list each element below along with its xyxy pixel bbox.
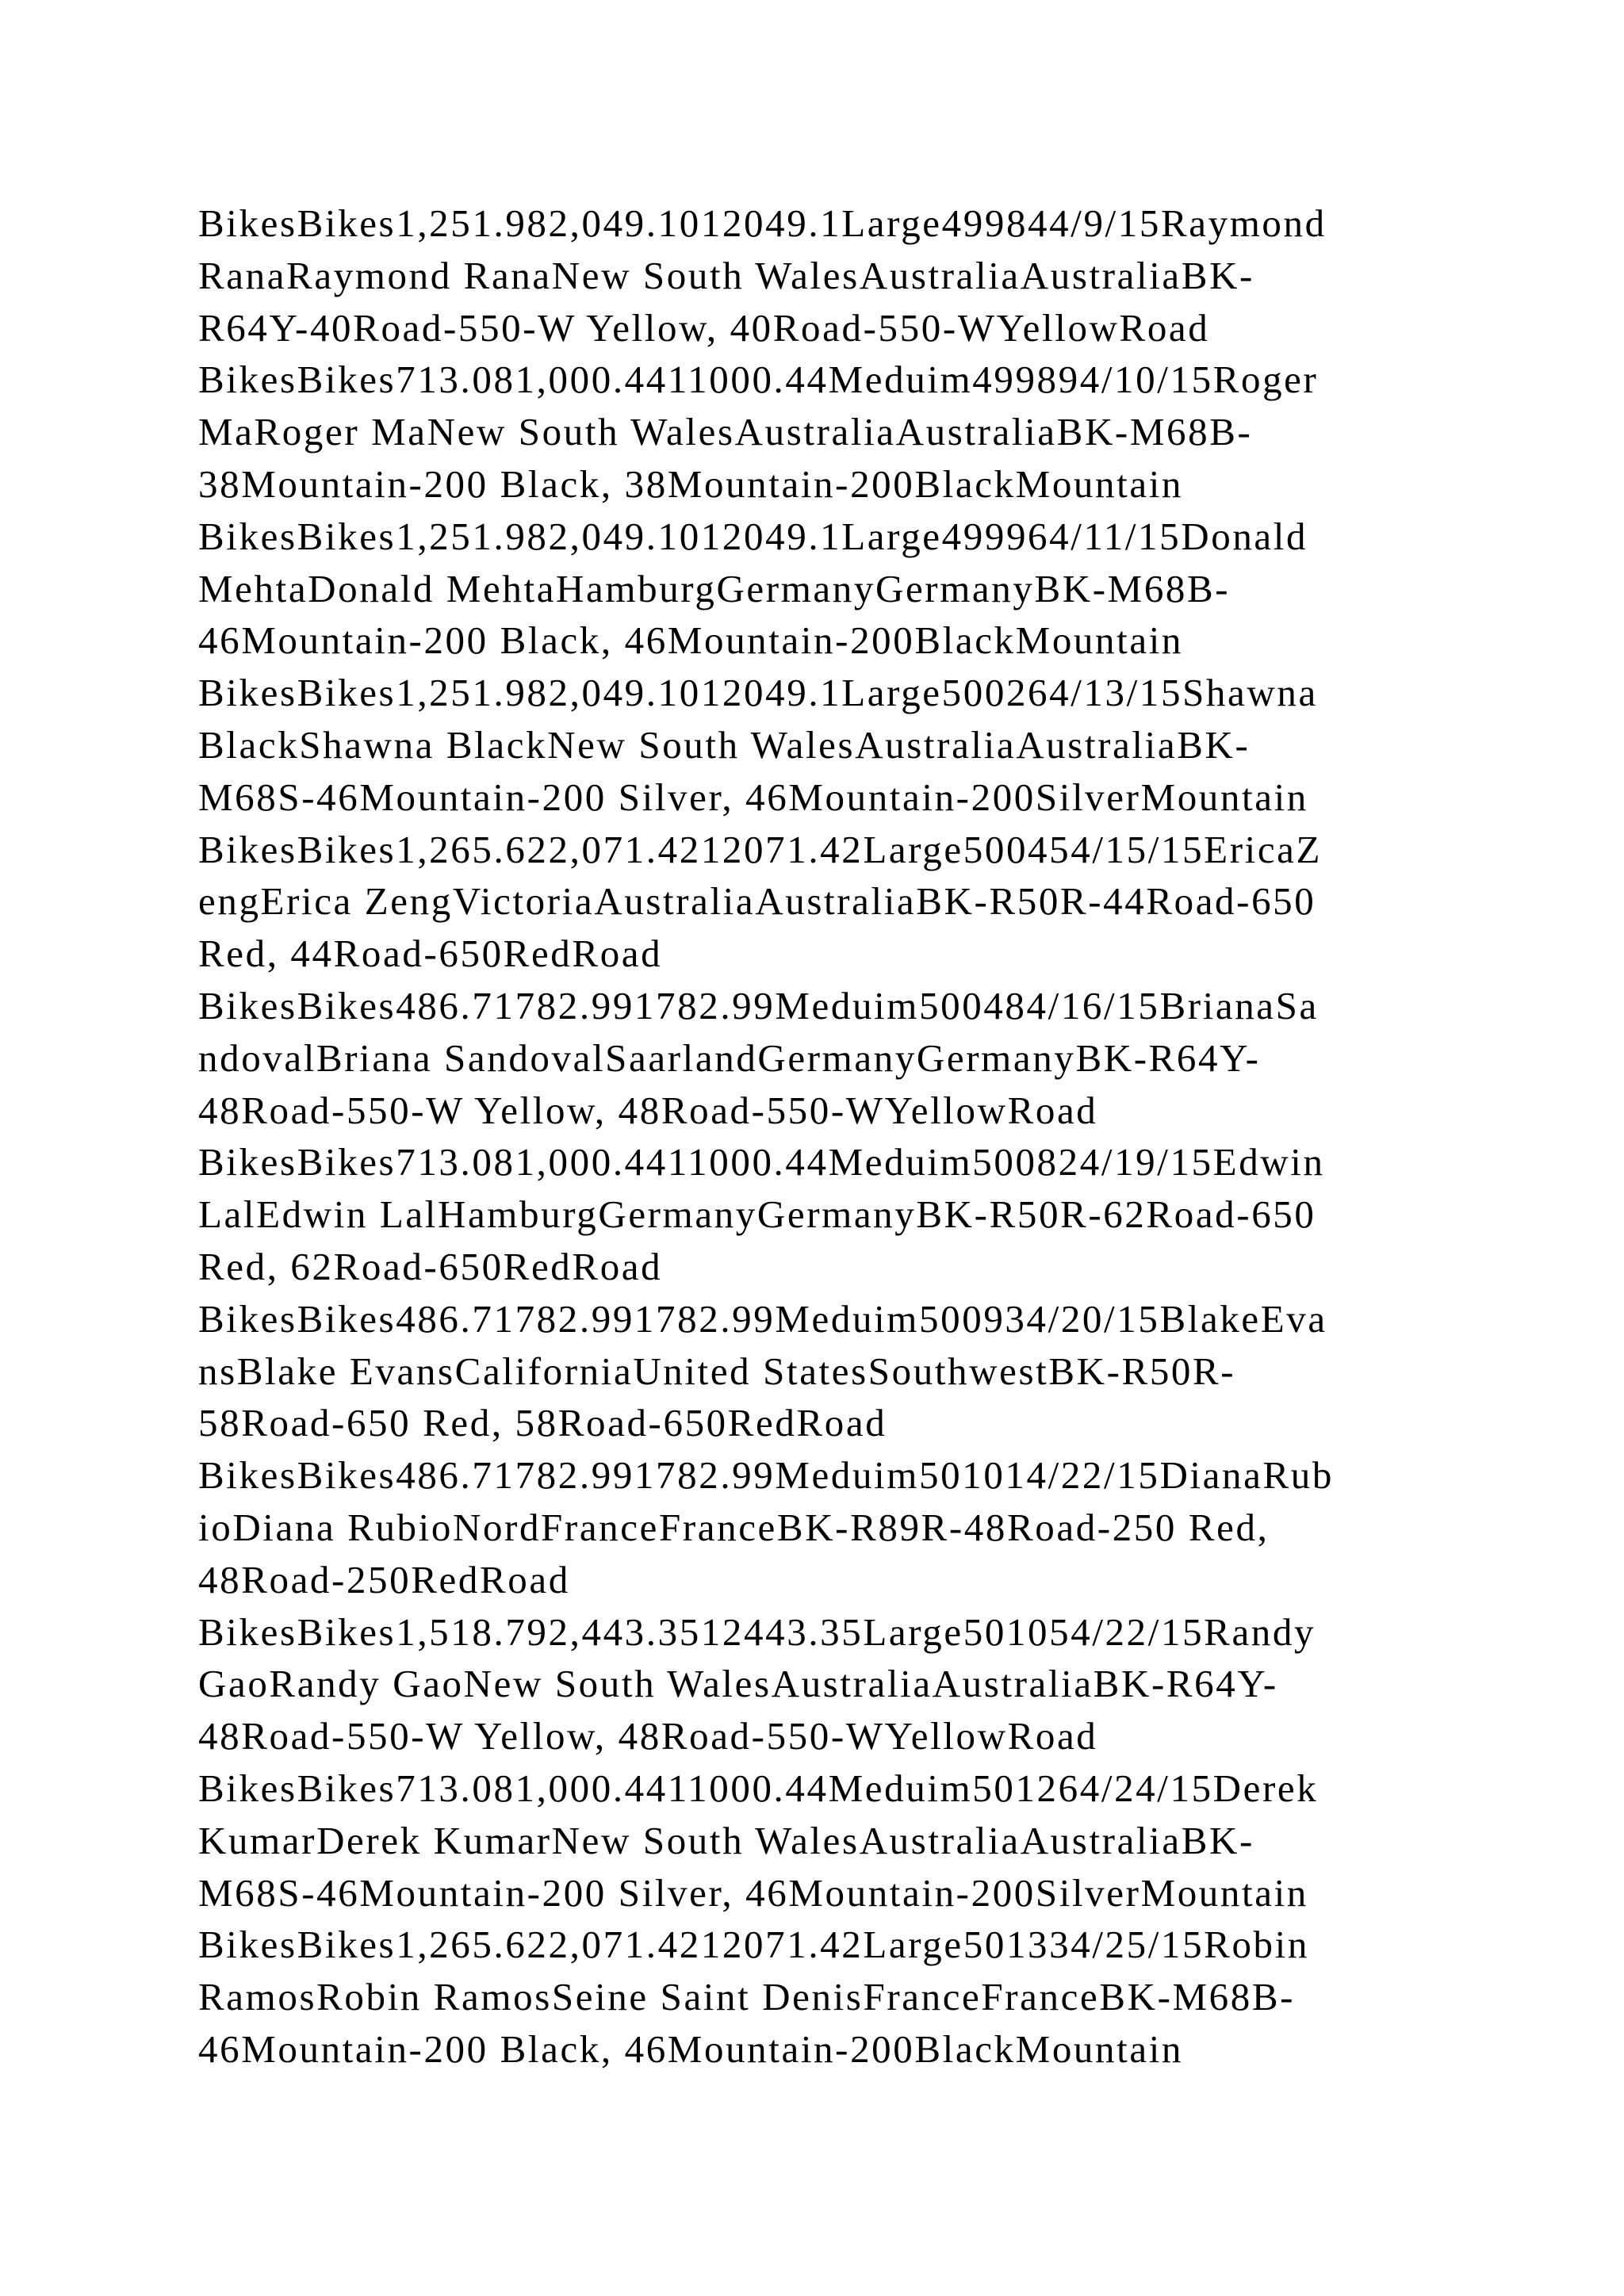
text-line: LalEdwin LalHamburgGermanyGermanyBK-R50R-62Road-650 [198, 1192, 1316, 1237]
text-line: BikesBikes1,251.982,049.1012049.1Large500264/13/15Shawna [198, 671, 1318, 715]
text-line: BlackShawna BlackNew South WalesAustraliaAustraliaBK- [198, 722, 1251, 767]
text-line: BikesBikes1,251.982,049.1012049.1Large499844/9/15Raymond [198, 201, 1327, 245]
text-line: GaoRandy GaoNew South WalesAustraliaAustraliaBK-R64Y- [198, 1662, 1278, 1706]
text-line: ioDiana RubioNordFranceFranceBK-R89R-48Road-250 Red, [198, 1505, 1270, 1549]
text-line: M68S-46Mountain-200 Silver, 46Mountain-200SilverMountain [198, 1870, 1308, 1915]
text-line: RanaRaymond RanaNew South WalesAustraliaAustraliaBK- [198, 253, 1254, 297]
text-line: BikesBikes713.081,000.4411000.44Meduim500824/19/15Edwin [198, 1140, 1325, 1184]
text-line: KumarDerek KumarNew South WalesAustraliaAustraliaBK- [198, 1818, 1254, 1862]
text-line: 48Road-550-W Yellow, 48Road-550-WYellowRoad [198, 1714, 1098, 1758]
text-line: 46Mountain-200 Black, 46Mountain-200BlackMountain [198, 618, 1184, 663]
body-text [198, 197, 1467, 2076]
text-line: 38Mountain-200 Black, 38Mountain-200BlackMountain [198, 461, 1184, 506]
text-line: Red, 62Road-650RedRoad [198, 1244, 663, 1288]
text-line: Red, 44Road-650RedRoad [198, 932, 663, 976]
text-line: R64Y-40Road-550-W Yellow, 40Road-550-WYellowRoad [198, 305, 1210, 350]
text-line: BikesBikes713.081,000.4411000.44Meduim501264/24/15Derek [198, 1766, 1319, 1810]
text-line: BikesBikes1,265.622,071.4212071.42Large501334/25/15Robin [198, 1923, 1309, 1967]
text-line: BikesBikes1,518.792,443.3512443.35Large501054/22/15Randy [198, 1609, 1316, 1654]
text-line: 48Road-250RedRoad [198, 1557, 570, 1601]
text-line: nsBlake EvansCaliforniaUnited StatesSouthwestBK-R50R- [198, 1349, 1236, 1393]
text-line: MehtaDonald MehtaHamburgGermanyGermanyBK-M68B- [198, 566, 1231, 610]
text-line: BikesBikes486.71782.991782.99Meduim500934/20/15BlakeEva [198, 1296, 1327, 1341]
text-line: 46Mountain-200 Black, 46Mountain-200BlackMountain [198, 2026, 1184, 2071]
text-line: BikesBikes486.71782.991782.99Meduim500484/16/15BrianaSa [198, 983, 1319, 1027]
text-line: M68S-46Mountain-200 Silver, 46Mountain-200SilverMountain [198, 775, 1308, 819]
text-line: BikesBikes486.71782.991782.99Meduim501014/22/15DianaRub [198, 1453, 1334, 1498]
text-line: ndovalBriana SandovalSaarlandGermanyGermanyBK-R64Y- [198, 1035, 1261, 1080]
text-line: 48Road-550-W Yellow, 48Road-550-WYellowRoad [198, 1088, 1098, 1132]
text-line: BikesBikes1,265.622,071.4212071.42Large500454/15/15EricaZ [198, 827, 1323, 871]
text-line: 58Road-650 Red, 58Road-650RedRoad [198, 1401, 887, 1445]
text-line: RamosRobin RamosSeine Saint DenisFranceFranceBK-M68B- [198, 1975, 1296, 2019]
text-line: MaRoger MaNew South WalesAustraliaAustraliaBK-M68B- [198, 410, 1253, 454]
text-line: BikesBikes713.081,000.4411000.44Meduim499894/10/15Roger [198, 358, 1319, 402]
text-line: engErica ZengVictoriaAustraliaAustraliaBK-R50R-44Road-650 [198, 879, 1316, 924]
text-line: BikesBikes1,251.982,049.1012049.1Large499964/11/15Donald [198, 514, 1308, 558]
